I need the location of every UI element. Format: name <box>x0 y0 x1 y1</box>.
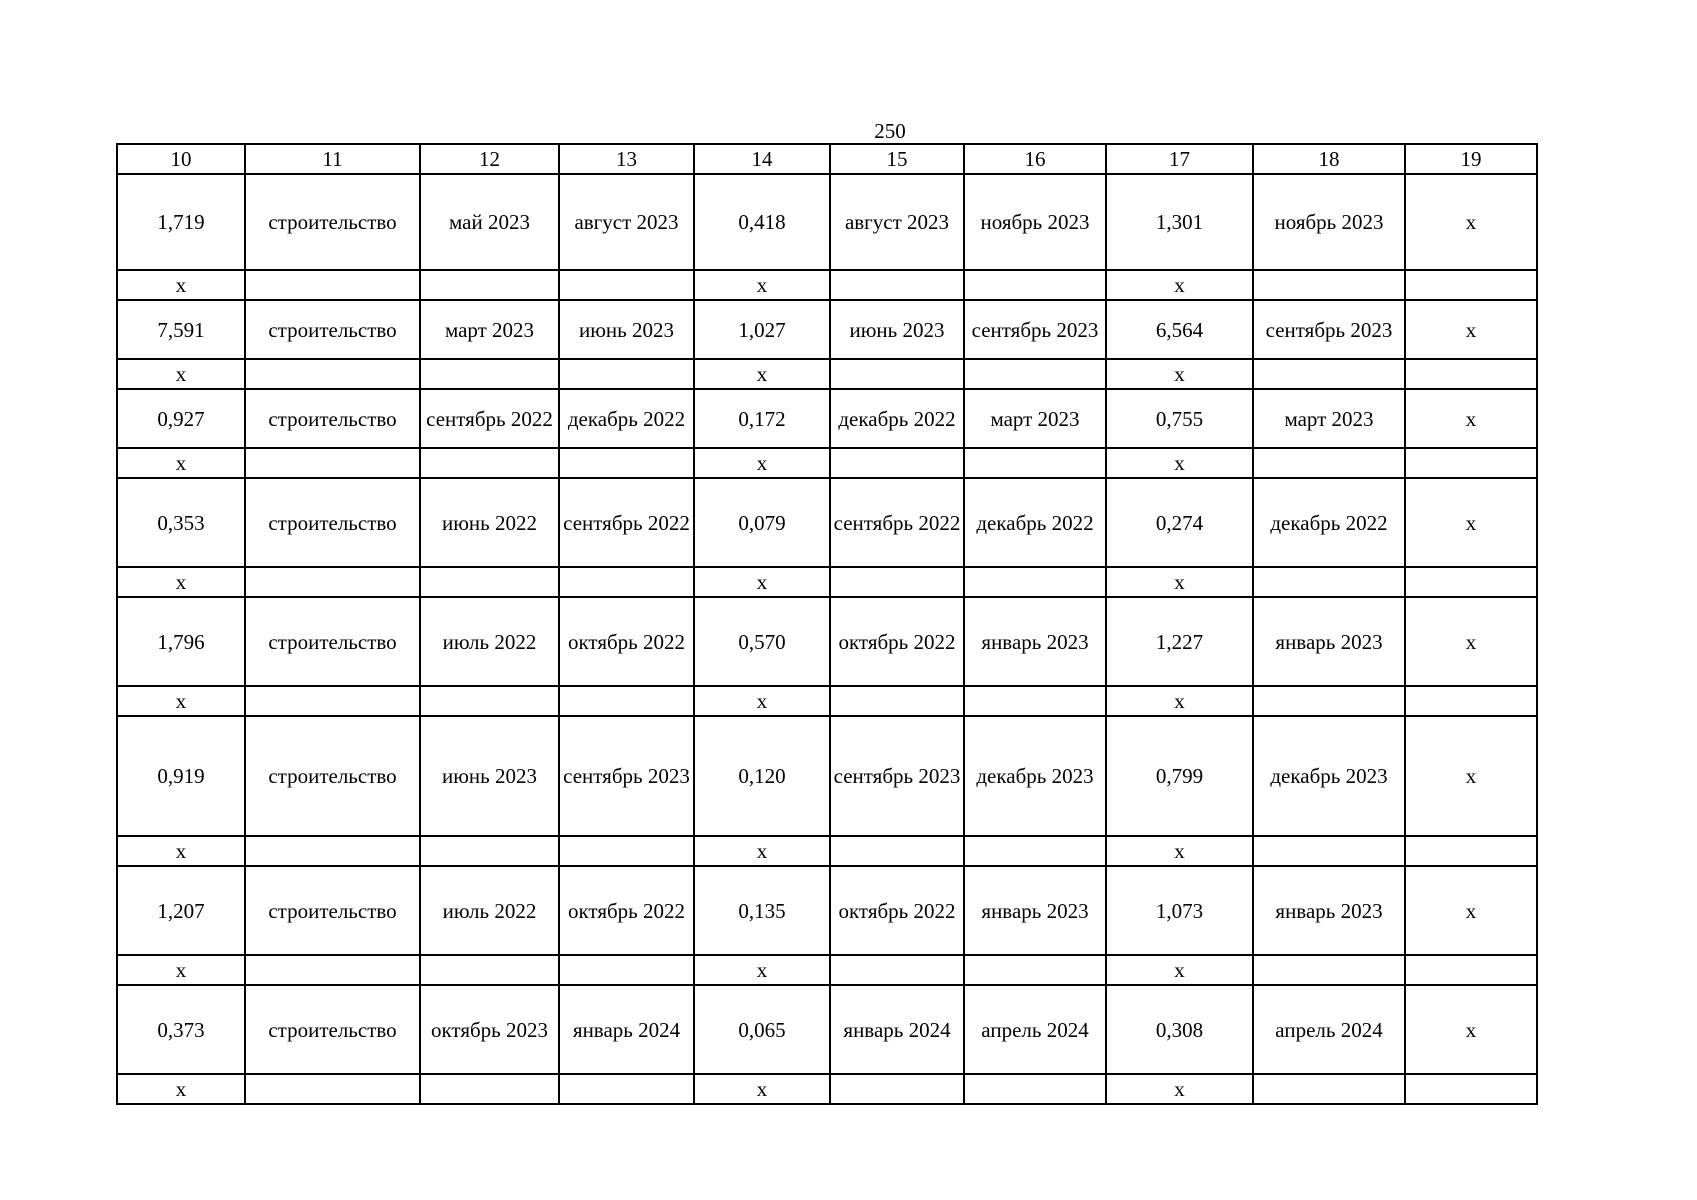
table-cell: октябрь 2022 <box>830 866 964 955</box>
table-cell: 0,079 <box>694 478 830 567</box>
table-cell: 1,207 <box>117 866 245 955</box>
table-cell: октябрь 2023 <box>420 985 559 1074</box>
table-cell: х <box>694 270 830 300</box>
table-cell: январь 2023 <box>1253 866 1405 955</box>
table-row <box>117 300 1537 359</box>
table-cell <box>245 955 420 985</box>
table-cell <box>1253 836 1405 866</box>
table-cell: х <box>694 1074 830 1104</box>
table-cell <box>1253 567 1405 597</box>
table-cell: х <box>694 686 830 716</box>
column-header: 13 <box>559 144 694 174</box>
table-cell <box>420 359 559 389</box>
table-cell: 0,353 <box>117 478 245 567</box>
table-cell: 6,564 <box>1106 300 1253 359</box>
column-header: 16 <box>964 144 1106 174</box>
table-cell <box>1405 1074 1537 1104</box>
table-cell: апрель 2024 <box>1253 985 1405 1074</box>
table-cell <box>830 359 964 389</box>
table-cell: х <box>117 448 245 478</box>
table-cell: апрель 2024 <box>964 985 1106 1074</box>
table-cell <box>559 270 694 300</box>
table-cell: октябрь 2022 <box>559 597 694 686</box>
table-cell: х <box>1106 1074 1253 1104</box>
table-cell: сентябрь 2023 <box>830 716 964 836</box>
table-cell <box>1253 1074 1405 1104</box>
table-sub-row <box>117 448 1537 478</box>
table-cell: март 2023 <box>1253 389 1405 448</box>
table-cell: июнь 2023 <box>830 300 964 359</box>
table-cell <box>559 448 694 478</box>
table-cell: х <box>117 567 245 597</box>
table-cell: сентябрь 2023 <box>559 716 694 836</box>
table-cell: строительство <box>245 866 420 955</box>
table-cell: х <box>1405 389 1537 448</box>
column-header: 10 <box>117 144 245 174</box>
table-cell: строительство <box>245 716 420 836</box>
table-cell: 0,755 <box>1106 389 1253 448</box>
column-header: 15 <box>830 144 964 174</box>
table-cell: май 2023 <box>420 174 559 270</box>
table-cell <box>1405 686 1537 716</box>
table-sub-row <box>117 955 1537 985</box>
table-cell <box>964 686 1106 716</box>
table-cell: х <box>117 686 245 716</box>
column-header: 17 <box>1106 144 1253 174</box>
table-cell <box>964 448 1106 478</box>
table-cell: 0,274 <box>1106 478 1253 567</box>
table-cell <box>420 836 559 866</box>
table-cell: х <box>694 448 830 478</box>
table-cell <box>830 1074 964 1104</box>
table-cell <box>1405 836 1537 866</box>
table-cell <box>420 955 559 985</box>
table-cell <box>964 270 1106 300</box>
table-cell: январь 2023 <box>964 597 1106 686</box>
table-cell <box>245 836 420 866</box>
data-table <box>116 143 1538 1105</box>
table-cell <box>964 359 1106 389</box>
table-cell: х <box>117 1074 245 1104</box>
table-cell: х <box>1106 359 1253 389</box>
table-cell <box>1405 955 1537 985</box>
table-cell: х <box>1106 686 1253 716</box>
table-cell: декабрь 2022 <box>1253 478 1405 567</box>
table-cell: х <box>1405 866 1537 955</box>
table-cell: строительство <box>245 985 420 1074</box>
table-cell: 0,799 <box>1106 716 1253 836</box>
column-header: 18 <box>1253 144 1405 174</box>
table-cell: июль 2022 <box>420 597 559 686</box>
table-cell <box>559 686 694 716</box>
table-cell: 0,418 <box>694 174 830 270</box>
table-cell <box>420 686 559 716</box>
table-cell: сентябрь 2022 <box>830 478 964 567</box>
table-row <box>117 716 1537 836</box>
table-cell <box>420 448 559 478</box>
table-cell <box>420 270 559 300</box>
table-row <box>117 597 1537 686</box>
table-cell: х <box>1106 448 1253 478</box>
table-cell <box>420 1074 559 1104</box>
table-cell: х <box>117 359 245 389</box>
table-cell <box>559 1074 694 1104</box>
table-cell: строительство <box>245 597 420 686</box>
column-number-row <box>117 144 1537 174</box>
table-cell: декабрь 2022 <box>964 478 1106 567</box>
table-cell: х <box>117 836 245 866</box>
table-cell <box>559 955 694 985</box>
table-cell: 0,172 <box>694 389 830 448</box>
table-cell: х <box>1405 174 1537 270</box>
table-cell: 1,227 <box>1106 597 1253 686</box>
column-header: 19 <box>1405 144 1537 174</box>
table-cell: декабрь 2023 <box>1253 716 1405 836</box>
table-cell: июнь 2023 <box>559 300 694 359</box>
table-cell: сентябрь 2022 <box>559 478 694 567</box>
table-cell: х <box>1106 567 1253 597</box>
table-cell: х <box>694 955 830 985</box>
table-cell <box>1253 359 1405 389</box>
table-cell: декабрь 2023 <box>964 716 1106 836</box>
table-cell <box>830 567 964 597</box>
table-sub-row <box>117 567 1537 597</box>
table-cell <box>1253 270 1405 300</box>
table-cell: строительство <box>245 174 420 270</box>
table-sub-row <box>117 836 1537 866</box>
table-sub-row <box>117 359 1537 389</box>
table-cell: х <box>117 270 245 300</box>
table-cell <box>1405 270 1537 300</box>
table-cell <box>964 836 1106 866</box>
table-cell <box>559 359 694 389</box>
table-cell: 0,308 <box>1106 985 1253 1074</box>
table-cell: август 2023 <box>559 174 694 270</box>
table-cell: х <box>1405 985 1537 1074</box>
table-cell <box>1253 448 1405 478</box>
table-cell: декабрь 2022 <box>830 389 964 448</box>
table-cell: 0,120 <box>694 716 830 836</box>
table-cell <box>245 567 420 597</box>
table-cell <box>559 836 694 866</box>
table-cell <box>964 955 1106 985</box>
table-cell <box>964 567 1106 597</box>
table-cell: 0,927 <box>117 389 245 448</box>
table-cell: 1,796 <box>117 597 245 686</box>
table-cell <box>964 1074 1106 1104</box>
table-cell: строительство <box>245 300 420 359</box>
table-cell: 0,065 <box>694 985 830 1074</box>
table-cell: январь 2023 <box>964 866 1106 955</box>
table-cell: март 2023 <box>964 389 1106 448</box>
table-cell: х <box>117 955 245 985</box>
table-cell: ноябрь 2023 <box>1253 174 1405 270</box>
table-row <box>117 985 1537 1074</box>
table-cell: июнь 2022 <box>420 478 559 567</box>
column-header: 14 <box>694 144 830 174</box>
table-cell: сентябрь 2023 <box>964 300 1106 359</box>
table-cell <box>245 359 420 389</box>
table-cell <box>830 836 964 866</box>
table-cell: х <box>1405 597 1537 686</box>
table-cell: июнь 2023 <box>420 716 559 836</box>
table-cell: октябрь 2022 <box>830 597 964 686</box>
page-number: 250 <box>874 119 906 143</box>
table-cell <box>245 686 420 716</box>
table-sub-row <box>117 270 1537 300</box>
table-cell: 1,027 <box>694 300 830 359</box>
table-row <box>117 866 1537 955</box>
table-cell: строительство <box>245 478 420 567</box>
table-cell: х <box>1106 270 1253 300</box>
table-cell: х <box>1405 716 1537 836</box>
table-cell <box>1253 686 1405 716</box>
table-sub-row <box>117 1074 1537 1104</box>
table-cell: 1,073 <box>1106 866 1253 955</box>
table-cell <box>245 448 420 478</box>
table-cell <box>1253 955 1405 985</box>
table-body <box>117 144 1537 1104</box>
column-header: 11 <box>245 144 420 174</box>
table-cell <box>830 955 964 985</box>
table-cell: январь 2024 <box>830 985 964 1074</box>
table-cell <box>1405 448 1537 478</box>
table-cell: х <box>1405 300 1537 359</box>
table-cell: январь 2023 <box>1253 597 1405 686</box>
table-cell: январь 2024 <box>559 985 694 1074</box>
table-row <box>117 389 1537 448</box>
table-row <box>117 478 1537 567</box>
table-cell <box>559 567 694 597</box>
table-cell: 0,570 <box>694 597 830 686</box>
table-cell: х <box>694 567 830 597</box>
table-cell: 1,301 <box>1106 174 1253 270</box>
table-cell: х <box>694 836 830 866</box>
table-cell: июль 2022 <box>420 866 559 955</box>
table-cell <box>245 270 420 300</box>
table-cell <box>830 686 964 716</box>
table-cell <box>1405 567 1537 597</box>
table-cell <box>1405 359 1537 389</box>
table-cell: ноябрь 2023 <box>964 174 1106 270</box>
table-cell: 0,135 <box>694 866 830 955</box>
table-cell <box>830 270 964 300</box>
table-cell: сентябрь 2022 <box>420 389 559 448</box>
table-cell <box>245 1074 420 1104</box>
table-cell: 0,919 <box>117 716 245 836</box>
table-sub-row <box>117 686 1537 716</box>
column-header: 12 <box>420 144 559 174</box>
table-row <box>117 174 1537 270</box>
table-cell: строительство <box>245 389 420 448</box>
table-cell: март 2023 <box>420 300 559 359</box>
table-cell: 1,719 <box>117 174 245 270</box>
table-cell: октябрь 2022 <box>559 866 694 955</box>
table-cell: 7,591 <box>117 300 245 359</box>
table-cell <box>420 567 559 597</box>
table-cell: август 2023 <box>830 174 964 270</box>
table-cell: х <box>694 359 830 389</box>
table-cell: 0,373 <box>117 985 245 1074</box>
table-cell: декабрь 2022 <box>559 389 694 448</box>
table-cell: х <box>1106 955 1253 985</box>
table-cell: х <box>1106 836 1253 866</box>
table-cell <box>830 448 964 478</box>
table-cell: х <box>1405 478 1537 567</box>
table-cell: сентябрь 2023 <box>1253 300 1405 359</box>
